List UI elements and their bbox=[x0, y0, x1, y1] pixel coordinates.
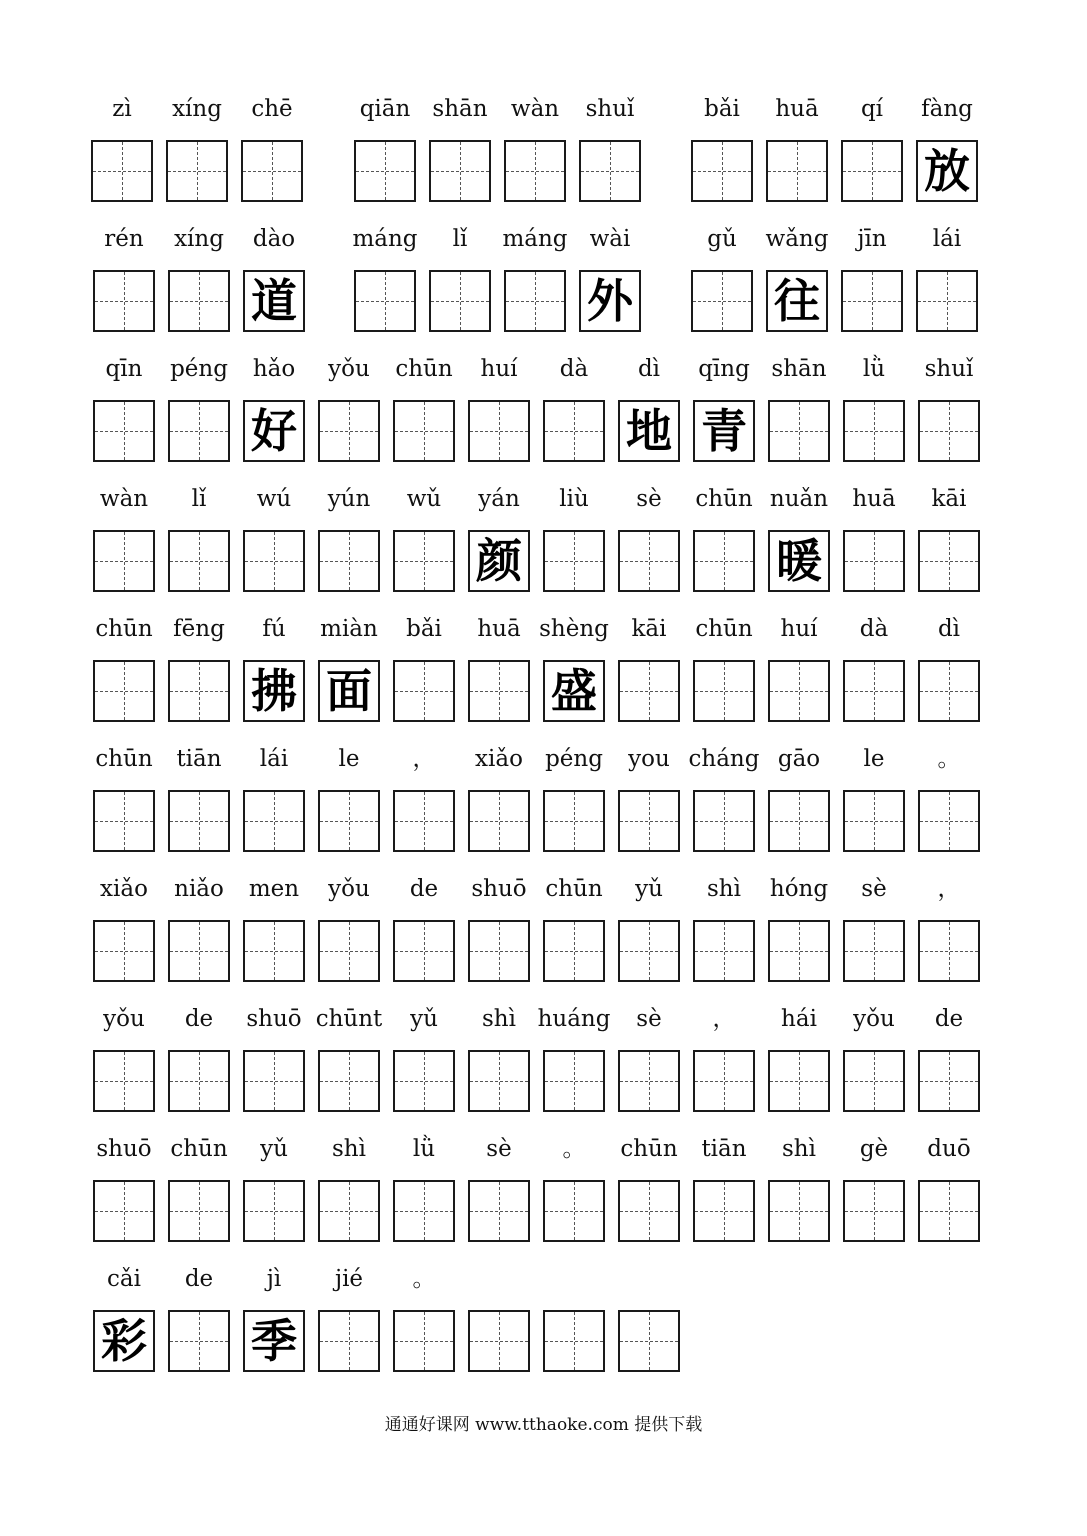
tian-zi-ge-cell[interactable] bbox=[393, 790, 455, 852]
pinyin-label: shì bbox=[782, 1136, 816, 1162]
pinyin-label: hǎo bbox=[252, 356, 296, 382]
pinyin-label: nuǎn bbox=[769, 486, 829, 512]
tian-zi-ge-cell[interactable] bbox=[916, 140, 978, 202]
pinyin-label: niǎo bbox=[174, 876, 224, 902]
tian-zi-ge-cell[interactable] bbox=[768, 400, 830, 462]
pinyin-label: you bbox=[628, 746, 670, 772]
tian-zi-ge-cell[interactable] bbox=[768, 530, 830, 592]
tian-zi-ge-cell[interactable] bbox=[691, 270, 753, 332]
tian-zi-ge-cell[interactable] bbox=[243, 660, 305, 722]
pinyin-label: jì bbox=[266, 1266, 282, 1292]
footer-credit: 通通好课网 www.tthaoke.com 提供下载 bbox=[384, 1415, 703, 1435]
tian-zi-ge-cell[interactable] bbox=[243, 1180, 305, 1242]
pinyin-label: yún bbox=[327, 486, 371, 512]
pinyin-label: lǐ bbox=[452, 226, 468, 252]
pinyin-label: shuǐ bbox=[585, 96, 635, 122]
pinyin-label: cháng bbox=[688, 746, 760, 772]
tian-zi-ge-cell[interactable] bbox=[93, 1310, 155, 1372]
tian-zi-ge-cell[interactable] bbox=[579, 270, 641, 332]
tian-zi-ge-cell[interactable] bbox=[393, 1310, 455, 1372]
pinyin-label: shuō bbox=[96, 1136, 152, 1162]
tian-zi-ge-cell[interactable] bbox=[318, 1310, 380, 1372]
tian-zi-ge-cell[interactable] bbox=[843, 400, 905, 462]
tian-zi-ge-cell[interactable] bbox=[504, 270, 566, 332]
pinyin-label: yǔ bbox=[260, 1136, 288, 1162]
tian-zi-ge-cell[interactable] bbox=[243, 790, 305, 852]
pinyin-label: kāi bbox=[631, 616, 667, 642]
tian-zi-ge-cell[interactable] bbox=[618, 1180, 680, 1242]
pinyin-label: chūn bbox=[95, 616, 153, 642]
pinyin-label: chūn bbox=[695, 616, 753, 642]
pinyin-label: xiǎo bbox=[475, 746, 523, 772]
tian-zi-ge-cell[interactable] bbox=[429, 270, 491, 332]
given-character: 好 bbox=[245, 402, 303, 460]
given-character: 季 bbox=[245, 1312, 303, 1370]
pinyin-label: dào bbox=[252, 226, 296, 252]
pinyin-label: xíng bbox=[172, 96, 222, 122]
pinyin-label: miàn bbox=[320, 616, 378, 642]
tian-zi-ge-cell[interactable] bbox=[543, 790, 605, 852]
tian-zi-ge-cell[interactable] bbox=[93, 790, 155, 852]
tian-zi-ge-cell[interactable] bbox=[468, 400, 530, 462]
pinyin-label: yǒu bbox=[328, 356, 370, 382]
pinyin-label: qiān bbox=[359, 96, 411, 122]
tian-zi-ge-cell[interactable] bbox=[693, 1180, 755, 1242]
tian-zi-ge-cell[interactable] bbox=[318, 400, 380, 462]
pinyin-label: sè bbox=[486, 1136, 512, 1162]
pinyin-label: yǒu bbox=[103, 1006, 145, 1032]
pinyin-label: jīn bbox=[857, 226, 887, 252]
pinyin-label: péng bbox=[545, 746, 603, 772]
tian-zi-ge-cell[interactable] bbox=[468, 530, 530, 592]
given-character: 往 bbox=[768, 272, 826, 330]
pinyin-label: huí bbox=[780, 616, 818, 642]
tian-zi-ge-cell[interactable] bbox=[468, 1050, 530, 1112]
pinyin-label: le bbox=[338, 746, 360, 772]
pinyin-label: chūn bbox=[620, 1136, 678, 1162]
tian-zi-ge-cell[interactable] bbox=[468, 790, 530, 852]
pinyin-label: ， bbox=[937, 876, 961, 902]
pinyin-label: wài bbox=[589, 226, 631, 252]
tian-zi-ge-cell[interactable] bbox=[918, 660, 980, 722]
tian-zi-ge-cell[interactable] bbox=[693, 790, 755, 852]
tian-zi-ge-cell[interactable] bbox=[168, 920, 230, 982]
pinyin-label: tiān bbox=[176, 746, 222, 772]
pinyin-label: rén bbox=[104, 226, 144, 252]
pinyin-label: fēng bbox=[173, 616, 225, 642]
pinyin-label: 。 bbox=[562, 1136, 586, 1162]
tian-zi-ge-cell[interactable] bbox=[693, 920, 755, 982]
tian-zi-ge-cell[interactable] bbox=[393, 920, 455, 982]
tian-zi-ge-cell[interactable] bbox=[168, 1050, 230, 1112]
tian-zi-ge-cell[interactable] bbox=[766, 270, 828, 332]
tian-zi-ge-cell[interactable] bbox=[618, 1050, 680, 1112]
tian-zi-ge-cell[interactable] bbox=[318, 660, 380, 722]
tian-zi-ge-cell[interactable] bbox=[543, 1050, 605, 1112]
tian-zi-ge-cell[interactable] bbox=[93, 400, 155, 462]
tian-zi-ge-cell[interactable] bbox=[693, 1050, 755, 1112]
pinyin-label: yǒu bbox=[853, 1006, 895, 1032]
tian-zi-ge-cell[interactable] bbox=[168, 790, 230, 852]
tian-zi-ge-cell[interactable] bbox=[843, 920, 905, 982]
pinyin-label: lǐ bbox=[191, 486, 207, 512]
tian-zi-ge-cell[interactable] bbox=[543, 660, 605, 722]
tian-zi-ge-cell[interactable] bbox=[618, 1310, 680, 1372]
pinyin-label: bǎi bbox=[406, 616, 442, 642]
tian-zi-ge-cell[interactable] bbox=[543, 530, 605, 592]
given-character: 面 bbox=[320, 662, 378, 720]
tian-zi-ge-cell[interactable] bbox=[918, 1050, 980, 1112]
pinyin-label: chūn bbox=[695, 486, 753, 512]
pinyin-label: shì bbox=[332, 1136, 366, 1162]
tian-zi-ge-cell[interactable] bbox=[168, 530, 230, 592]
pinyin-label: liù bbox=[559, 486, 589, 512]
pinyin-label: huí bbox=[480, 356, 518, 382]
tian-zi-ge-cell[interactable] bbox=[93, 920, 155, 982]
pinyin-label: shì bbox=[482, 1006, 516, 1032]
pinyin-label: gè bbox=[859, 1136, 889, 1162]
pinyin-label: xíng bbox=[174, 226, 224, 252]
tian-zi-ge-cell[interactable] bbox=[318, 920, 380, 982]
tian-zi-ge-cell[interactable] bbox=[768, 1050, 830, 1112]
tian-zi-ge-cell[interactable] bbox=[354, 140, 416, 202]
pinyin-label: bǎi bbox=[704, 96, 740, 122]
pinyin-label: hóng bbox=[769, 876, 829, 902]
pinyin-label: shān bbox=[432, 96, 488, 122]
pinyin-label: huā bbox=[775, 96, 819, 122]
tian-zi-ge-cell[interactable] bbox=[841, 270, 903, 332]
pinyin-label: de bbox=[184, 1266, 214, 1292]
pinyin-label: jié bbox=[334, 1266, 364, 1292]
tian-zi-ge-cell[interactable] bbox=[168, 270, 230, 332]
tian-zi-ge-cell[interactable] bbox=[168, 1310, 230, 1372]
pinyin-label: duō bbox=[927, 1136, 971, 1162]
pinyin-label: yán bbox=[478, 486, 520, 512]
pinyin-label: le bbox=[863, 746, 885, 772]
tian-zi-ge-cell[interactable] bbox=[93, 530, 155, 592]
pinyin-label: cǎi bbox=[107, 1266, 141, 1292]
tian-zi-ge-cell[interactable] bbox=[93, 1180, 155, 1242]
pinyin-label: péng bbox=[170, 356, 228, 382]
tian-zi-ge-cell[interactable] bbox=[468, 1310, 530, 1372]
pinyin-label: ， bbox=[712, 1006, 736, 1032]
pinyin-label: shuǐ bbox=[924, 356, 974, 382]
tian-zi-ge-cell[interactable] bbox=[393, 1050, 455, 1112]
pinyin-label: wǎng bbox=[765, 226, 829, 252]
tian-zi-ge-cell[interactable] bbox=[504, 140, 566, 202]
tian-zi-ge-cell[interactable] bbox=[393, 660, 455, 722]
tian-zi-ge-cell[interactable] bbox=[318, 1050, 380, 1112]
tian-zi-ge-cell[interactable] bbox=[243, 270, 305, 332]
pinyin-label: yǒu bbox=[328, 876, 370, 902]
given-character: 放 bbox=[918, 142, 976, 200]
given-character: 颜 bbox=[470, 532, 528, 590]
tian-zi-ge-cell[interactable] bbox=[243, 400, 305, 462]
tian-zi-ge-cell[interactable] bbox=[618, 920, 680, 982]
tian-zi-ge-cell[interactable] bbox=[843, 530, 905, 592]
tian-zi-ge-cell[interactable] bbox=[318, 530, 380, 592]
tian-zi-ge-cell[interactable] bbox=[543, 1180, 605, 1242]
pinyin-label: de bbox=[409, 876, 439, 902]
pinyin-label: tiān bbox=[701, 1136, 747, 1162]
pinyin-label: lái bbox=[932, 226, 962, 252]
tian-zi-ge-cell[interactable] bbox=[918, 790, 980, 852]
tian-zi-ge-cell[interactable] bbox=[318, 1180, 380, 1242]
pinyin-label: shuō bbox=[471, 876, 527, 902]
tian-zi-ge-cell[interactable] bbox=[243, 920, 305, 982]
pinyin-label: dì bbox=[937, 616, 961, 642]
tian-zi-ge-cell[interactable] bbox=[843, 790, 905, 852]
given-character: 暖 bbox=[770, 532, 828, 590]
pinyin-label: huā bbox=[852, 486, 896, 512]
pinyin-label: de bbox=[184, 1006, 214, 1032]
tian-zi-ge-cell[interactable] bbox=[766, 140, 828, 202]
pinyin-label: huā bbox=[477, 616, 521, 642]
pinyin-label: chē bbox=[251, 96, 293, 122]
pinyin-label: chūn bbox=[545, 876, 603, 902]
tian-zi-ge-cell[interactable] bbox=[468, 1180, 530, 1242]
tian-zi-ge-cell[interactable] bbox=[168, 660, 230, 722]
pinyin-label: lǜ bbox=[862, 356, 886, 382]
tian-zi-ge-cell[interactable] bbox=[916, 270, 978, 332]
pinyin-label: sè bbox=[861, 876, 887, 902]
pinyin-label: shuō bbox=[246, 1006, 302, 1032]
tian-zi-ge-cell[interactable] bbox=[691, 140, 753, 202]
tian-zi-ge-cell[interactable] bbox=[243, 530, 305, 592]
tian-zi-ge-cell[interactable] bbox=[618, 530, 680, 592]
tian-zi-ge-cell[interactable] bbox=[543, 1310, 605, 1372]
tian-zi-ge-cell[interactable] bbox=[168, 400, 230, 462]
tian-zi-ge-cell[interactable] bbox=[93, 660, 155, 722]
pinyin-label: kāi bbox=[931, 486, 967, 512]
pinyin-label: dì bbox=[637, 356, 661, 382]
pinyin-label: shì bbox=[707, 876, 741, 902]
pinyin-label: gāo bbox=[777, 746, 821, 772]
pinyin-label: chūn bbox=[170, 1136, 228, 1162]
tian-zi-ge-cell[interactable] bbox=[318, 790, 380, 852]
pinyin-label: lái bbox=[259, 746, 289, 772]
tian-zi-ge-cell[interactable] bbox=[843, 660, 905, 722]
tian-zi-ge-cell[interactable] bbox=[393, 1180, 455, 1242]
given-character: 盛 bbox=[545, 662, 603, 720]
pinyin-label: de bbox=[934, 1006, 964, 1032]
pinyin-label: xiǎo bbox=[100, 876, 148, 902]
tian-zi-ge-cell[interactable] bbox=[429, 140, 491, 202]
pinyin-label: chūnt bbox=[315, 1006, 383, 1032]
pinyin-label: wàn bbox=[99, 486, 149, 512]
pinyin-label: máng bbox=[352, 226, 418, 252]
tian-zi-ge-cell[interactable] bbox=[243, 1310, 305, 1372]
pinyin-label: sè bbox=[636, 1006, 662, 1032]
tian-zi-ge-cell[interactable] bbox=[841, 140, 903, 202]
tian-zi-ge-cell[interactable] bbox=[618, 790, 680, 852]
tian-zi-ge-cell[interactable] bbox=[93, 1050, 155, 1112]
tian-zi-ge-cell[interactable] bbox=[693, 660, 755, 722]
pinyin-label: yǔ bbox=[635, 876, 663, 902]
tian-zi-ge-cell[interactable] bbox=[843, 1180, 905, 1242]
tian-zi-ge-cell[interactable] bbox=[918, 920, 980, 982]
tian-zi-ge-cell[interactable] bbox=[918, 530, 980, 592]
tian-zi-ge-cell[interactable] bbox=[243, 1050, 305, 1112]
tian-zi-ge-cell[interactable] bbox=[918, 400, 980, 462]
pinyin-label: gǔ bbox=[707, 226, 737, 252]
pinyin-label: qīng bbox=[698, 356, 750, 382]
tian-zi-ge-cell[interactable] bbox=[166, 140, 228, 202]
tian-zi-ge-cell[interactable] bbox=[768, 660, 830, 722]
pinyin-label: huáng bbox=[537, 1006, 611, 1032]
pinyin-label: ， bbox=[412, 746, 436, 772]
given-character: 彩 bbox=[95, 1312, 153, 1370]
tian-zi-ge-cell[interactable] bbox=[618, 400, 680, 462]
given-character: 外 bbox=[581, 272, 639, 330]
tian-zi-ge-cell[interactable] bbox=[91, 140, 153, 202]
pinyin-label: dà bbox=[559, 356, 589, 382]
pinyin-label: wú bbox=[256, 486, 292, 512]
tian-zi-ge-cell[interactable] bbox=[168, 1180, 230, 1242]
tian-zi-ge-cell[interactable] bbox=[393, 530, 455, 592]
tian-zi-ge-cell[interactable] bbox=[618, 660, 680, 722]
tian-zi-ge-cell[interactable] bbox=[468, 660, 530, 722]
pinyin-label: 。 bbox=[937, 746, 961, 772]
tian-zi-ge-cell[interactable] bbox=[579, 140, 641, 202]
pinyin-label: dà bbox=[859, 616, 889, 642]
tian-zi-ge-cell[interactable] bbox=[693, 400, 755, 462]
pinyin-label: qí bbox=[860, 96, 884, 122]
tian-zi-ge-cell[interactable] bbox=[543, 920, 605, 982]
given-character: 地 bbox=[620, 402, 678, 460]
pinyin-label: hái bbox=[781, 1006, 817, 1032]
tian-zi-ge-cell[interactable] bbox=[468, 920, 530, 982]
tian-zi-ge-cell[interactable] bbox=[354, 270, 416, 332]
tian-zi-ge-cell[interactable] bbox=[241, 140, 303, 202]
pinyin-label: fú bbox=[262, 616, 286, 642]
tian-zi-ge-cell[interactable] bbox=[768, 1180, 830, 1242]
pinyin-label: shān bbox=[771, 356, 827, 382]
pinyin-label: chūn bbox=[95, 746, 153, 772]
pinyin-label: yǔ bbox=[410, 1006, 438, 1032]
pinyin-label: wàn bbox=[510, 96, 560, 122]
pinyin-label: qīn bbox=[105, 356, 143, 382]
given-character: 拂 bbox=[245, 662, 303, 720]
pinyin-label: shèng bbox=[539, 616, 609, 642]
tian-zi-ge-cell[interactable] bbox=[93, 270, 155, 332]
tian-zi-ge-cell[interactable] bbox=[843, 1050, 905, 1112]
pinyin-label: fàng bbox=[921, 96, 973, 122]
given-character: 青 bbox=[695, 402, 753, 460]
pinyin-label: 。 bbox=[412, 1266, 436, 1292]
pinyin-label: lǜ bbox=[412, 1136, 436, 1162]
pinyin-label: sè bbox=[636, 486, 662, 512]
pinyin-label: zì bbox=[112, 96, 132, 122]
tian-zi-ge-cell[interactable] bbox=[693, 530, 755, 592]
tian-zi-ge-cell[interactable] bbox=[768, 920, 830, 982]
tian-zi-ge-cell[interactable] bbox=[393, 400, 455, 462]
tian-zi-ge-cell[interactable] bbox=[918, 1180, 980, 1242]
pinyin-label: wǔ bbox=[406, 486, 442, 512]
pinyin-label: máng bbox=[502, 226, 568, 252]
tian-zi-ge-cell[interactable] bbox=[768, 790, 830, 852]
pinyin-label: men bbox=[248, 876, 300, 902]
pinyin-label: chūn bbox=[395, 356, 453, 382]
given-character: 道 bbox=[245, 272, 303, 330]
tian-zi-ge-cell[interactable] bbox=[543, 400, 605, 462]
